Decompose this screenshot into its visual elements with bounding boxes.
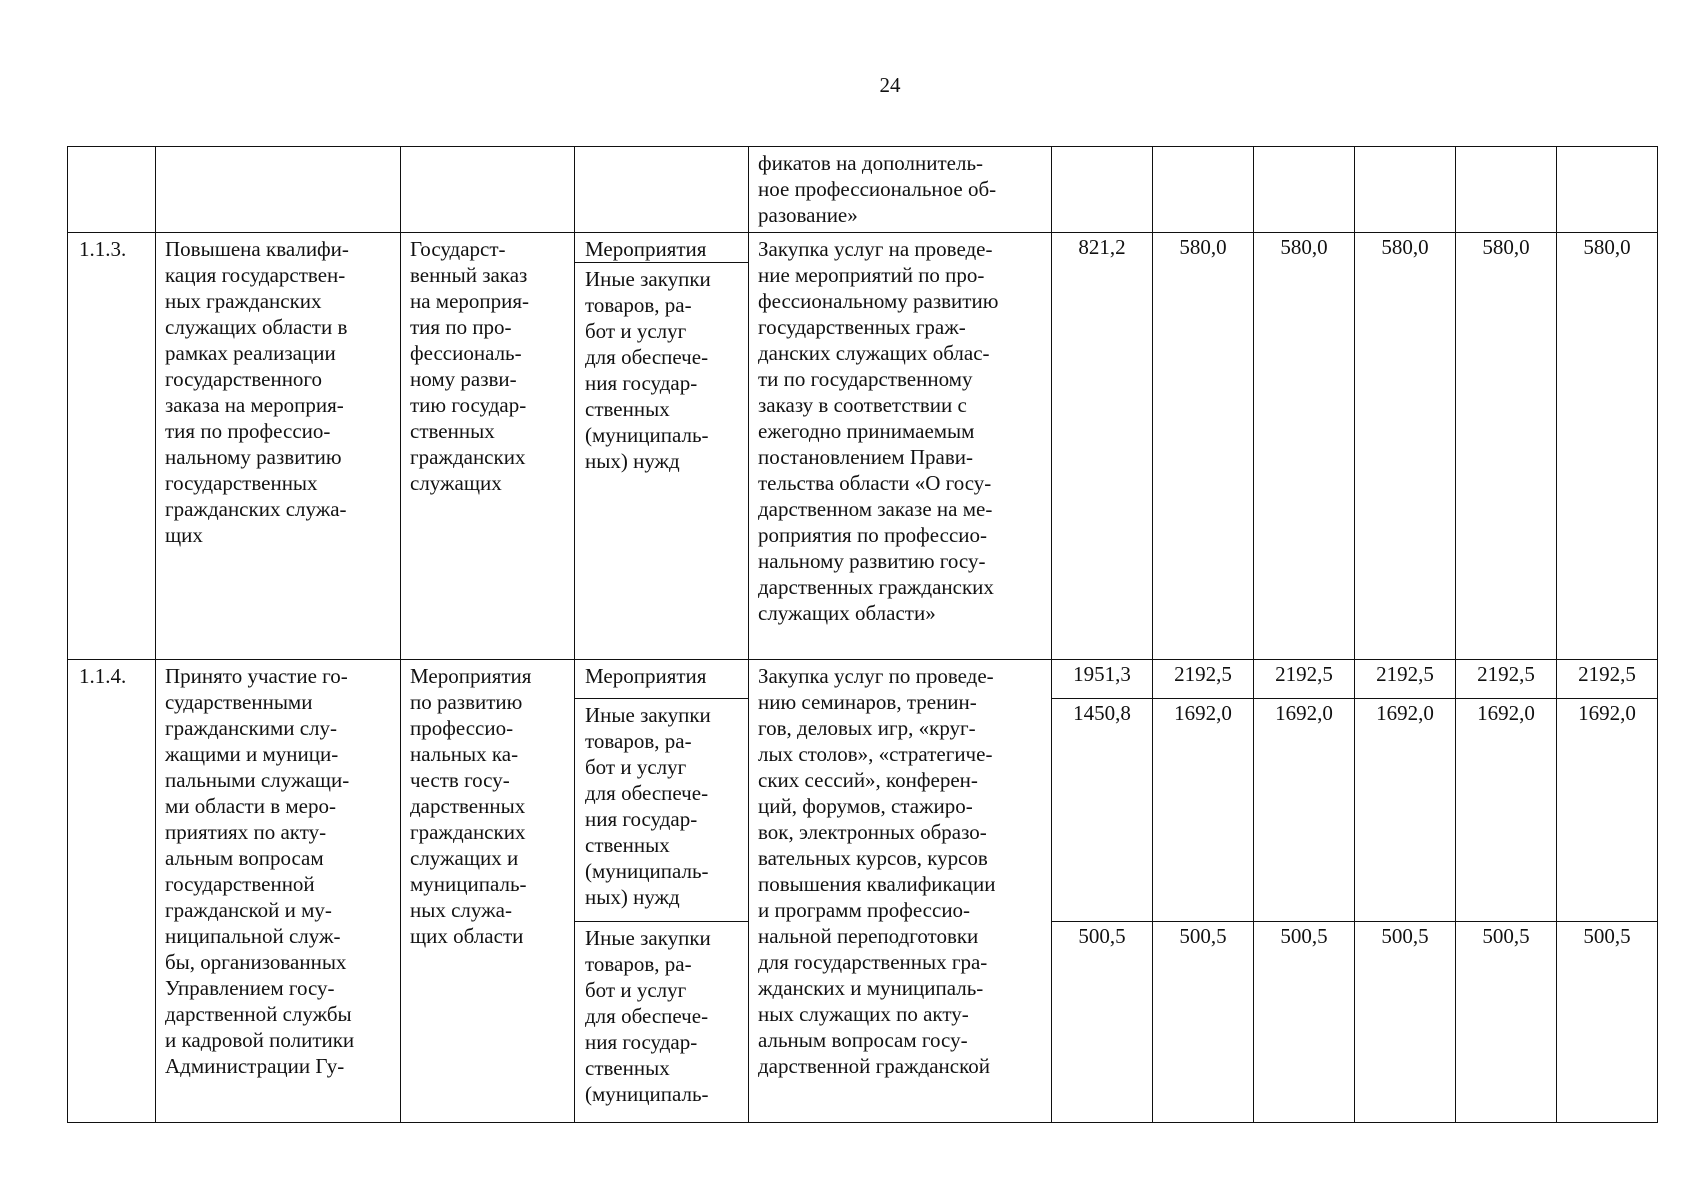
cell-expense-type: Иные закупки товаров, ра- бот и услуг для обеспече- ния государ- ственных (муниципаль- ных) нужд — [575, 263, 749, 660]
cell-value: 500,5 — [1456, 922, 1557, 1123]
cell-event: Мероприятия по развитию профессио- нальных ка- честв госу- дарственных гражданских служащих и муниципаль- ных служа- щих области — [401, 660, 575, 1123]
cell-expense-type — [575, 147, 749, 233]
table-row-1-1-4 — [68, 660, 1658, 699]
cell-value: 580,0 — [1254, 233, 1355, 660]
cell-value: 821,2 — [1052, 233, 1153, 660]
cell-value — [1052, 147, 1153, 233]
cell-value-total: 2192,5 — [1456, 660, 1557, 699]
cell-value: 1450,8 — [1052, 699, 1153, 922]
cell-description: Закупка услуг на проведе- ние мероприятий по про- фессиональному развитию государственных граж- данских служащих облас- ти по государственному заказу в соответствии с ежегодно принимаемым постановлением Прави- тельства области «О госу- дарственном заказе на ме- роприятия по профессио- нальному развитию госу- дарственных гражданских служащих области» — [749, 233, 1052, 660]
cell-expense-type: Иные закупки товаров, ра- бот и услуг для обеспече- ния государ- ственных (муниципаль- ных) нужд — [575, 699, 749, 922]
cell-category: Мероприятия — [575, 660, 749, 699]
cell-event — [401, 147, 575, 233]
program-measures-table — [67, 146, 1658, 1123]
cell-value: 1692,0 — [1254, 699, 1355, 922]
cell-value — [1254, 147, 1355, 233]
cell-category: Мероприятия — [575, 233, 749, 263]
cell-value — [1456, 147, 1557, 233]
cell-value: 1692,0 — [1153, 699, 1254, 922]
cell-value: 500,5 — [1254, 922, 1355, 1123]
cell-description: Закупка услуг по проведе- нию семинаров, тренин- гов, деловых игр, «круг- лых столов», «стратегиче- ских сессий», конферен- ций, форумов, стажиро- вок, электронных образо- вательных курсов, курсов повышения квалификации и программ профессио- нальной переподготовки для государственных гра- жданских и муниципаль- ных служащих по акту- альным вопросам госу- дарственной гражданской — [749, 660, 1052, 1123]
cell-index: 1.1.3. — [68, 233, 156, 660]
cell-value: 580,0 — [1153, 233, 1254, 660]
cell-expense-type: Иные закупки товаров, ра- бот и услуг для обеспече- ния государ- ственных (муниципаль- — [575, 922, 749, 1123]
cell-value: 1692,0 — [1355, 699, 1456, 922]
cell-value: 1692,0 — [1456, 699, 1557, 922]
page-number: 24 — [879, 73, 901, 97]
cell-value: 580,0 — [1355, 233, 1456, 660]
cell-index — [68, 147, 156, 233]
cell-value-total: 2192,5 — [1153, 660, 1254, 699]
cell-event: Государст- венный заказ на мероприя- тия по про- фессиональ- ному разви- тию государ- ственных гражданских служащих — [401, 233, 575, 660]
cell-value: 500,5 — [1355, 922, 1456, 1123]
cell-value — [1153, 147, 1254, 233]
table-row-1-1-3 — [68, 233, 1658, 263]
cell-value: 580,0 — [1557, 233, 1658, 660]
cell-value-total: 2192,5 — [1355, 660, 1456, 699]
cell-value: 500,5 — [1557, 922, 1658, 1123]
cell-result: Повышена квалифи- кация государствен- ных гражданских служащих области в рамках реализации государственного заказа на мероприя- тия по профессио- нальному развитию государственных гражданских служа- щих — [156, 233, 401, 660]
cell-result: Принято участие го- сударственными гражданскими слу- жащими и муници- пальными служащи- ми области в меро- приятиях по акту- альным вопросам государственной гражданской и му- ниципальной служ- бы, организованных Управлением госу- дарственной службы и кадровой политики Администрации Гу- — [156, 660, 401, 1123]
cell-value: 580,0 — [1456, 233, 1557, 660]
cell-value-total: 2192,5 — [1557, 660, 1658, 699]
cell-value — [1355, 147, 1456, 233]
cell-value: 500,5 — [1153, 922, 1254, 1123]
cell-value: 1692,0 — [1557, 699, 1658, 922]
table-row-continuation — [68, 147, 1658, 233]
cell-index: 1.1.4. — [68, 660, 156, 1123]
cell-description: фикатов на дополнитель- ное профессиональное об- разование» — [749, 147, 1052, 233]
cell-value — [1557, 147, 1658, 233]
cell-result — [156, 147, 401, 233]
cell-value-total: 1951,3 — [1052, 660, 1153, 699]
cell-value: 500,5 — [1052, 922, 1153, 1123]
cell-value-total: 2192,5 — [1254, 660, 1355, 699]
